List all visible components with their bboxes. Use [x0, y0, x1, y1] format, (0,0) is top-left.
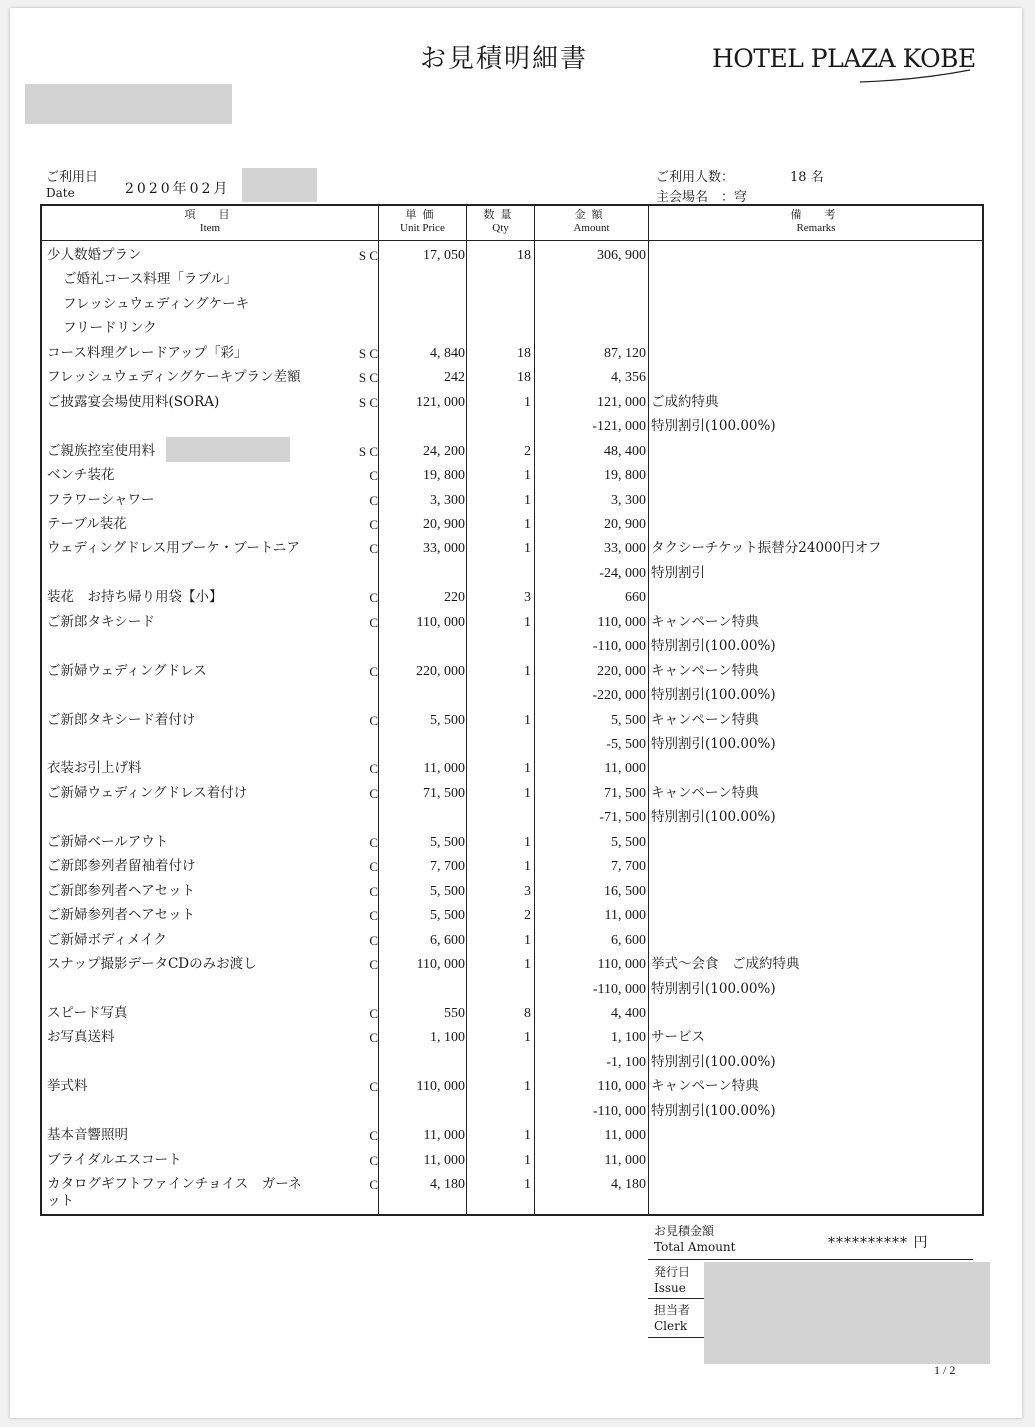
cell-price: 550 — [444, 1005, 465, 1021]
date-value: 2020年02月 — [125, 181, 231, 197]
cell-amount: 4, 180 — [611, 1177, 646, 1193]
cell-code: C — [369, 761, 378, 777]
cell-remark: キャンペーン特典 — [651, 784, 759, 801]
cell-price: 4, 840 — [430, 345, 465, 361]
cell-price: 5, 500 — [430, 883, 465, 899]
cell-item: 挙式料 — [47, 1078, 88, 1095]
cell-amount: 5, 500 — [611, 834, 646, 850]
cell-remark: 特別割引 — [651, 564, 705, 581]
cell-price: 5, 500 — [430, 908, 465, 924]
column-divider — [648, 204, 649, 1216]
cell-qty: 1 — [524, 663, 531, 679]
cell-item: ご新郎タキシード着付け — [47, 711, 196, 728]
guests-label: ご利用人数： — [656, 170, 735, 185]
document-title: お見積明細書 — [420, 44, 589, 74]
cell-price: 110, 000 — [416, 1079, 465, 1095]
cell-price: 7, 700 — [430, 859, 465, 875]
cell-qty: 1 — [524, 492, 531, 508]
cell-qty: 1 — [524, 859, 531, 875]
cell-amount: 660 — [625, 590, 646, 606]
cell-qty: 1 — [524, 1030, 531, 1046]
total-amount-label: お見積金額 Total Amount — [654, 1224, 736, 1254]
cell-item: スナップ撮影データCDのみお渡し — [47, 956, 257, 973]
cell-price: 1, 100 — [430, 1030, 465, 1046]
cell-amount: -24, 000 — [599, 565, 646, 581]
cell-amount: 5, 500 — [611, 712, 646, 728]
date-label-en: Date — [46, 186, 75, 200]
cell-item: テーブル装花 — [47, 515, 127, 532]
redacted-date-day — [242, 168, 317, 202]
cell-qty: 1 — [524, 761, 531, 777]
cell-code: S C — [358, 370, 378, 386]
cell-item: お写真送料 — [47, 1029, 115, 1046]
logo-swoosh-icon — [858, 66, 973, 86]
cell-qty: 18 — [517, 345, 531, 361]
total-underline — [648, 1259, 973, 1260]
redacted-room-name — [166, 437, 290, 462]
cell-price: 11, 000 — [423, 761, 465, 777]
cell-remark: 挙式～会食 ご成約特典 — [651, 956, 800, 973]
cell-code: C — [369, 834, 378, 850]
cell-amount: 110, 000 — [597, 1079, 646, 1095]
cell-price: 4, 180 — [430, 1177, 465, 1193]
cell-remark: キャンペーン特典 — [651, 711, 759, 728]
header-amount: 金額 Amount — [573, 208, 610, 234]
cell-code: C — [369, 932, 378, 948]
cell-remark: 特別割引(100.00%) — [651, 687, 776, 704]
cell-code: C — [369, 1128, 378, 1144]
header-item: 項 目 Item — [184, 208, 236, 234]
cell-code: C — [369, 908, 378, 924]
cell-code: C — [369, 712, 378, 728]
cell-code: C — [369, 590, 378, 606]
cell-qty: 1 — [524, 516, 531, 532]
header-divider — [40, 240, 984, 241]
cell-amount: -71, 500 — [599, 810, 646, 826]
cell-item: ット — [47, 1193, 74, 1210]
page-number: 1 / 2 — [934, 1363, 956, 1377]
cell-price: 20, 900 — [423, 516, 465, 532]
cell-amount: 110, 000 — [597, 614, 646, 630]
cell-remark: キャンペーン特典 — [651, 1078, 759, 1095]
cell-remark: ご成約特典 — [651, 393, 719, 410]
cell-code: C — [369, 468, 378, 484]
cell-code: C — [369, 1177, 378, 1193]
cell-amount: 11, 000 — [604, 761, 646, 777]
cell-remark: 特別割引(100.00%) — [651, 1053, 776, 1070]
cell-amount: -220, 000 — [592, 688, 646, 704]
cell-amount: 11, 000 — [604, 908, 646, 924]
cell-code: S C — [358, 345, 378, 361]
header-unit-price: 単価 Unit Price — [400, 208, 445, 234]
cell-amount: 220, 000 — [597, 663, 646, 679]
cell-item: ご新郎タキシード — [47, 613, 155, 630]
cell-item: ブライダルエスコート — [47, 1151, 182, 1168]
cell-qty: 1 — [524, 957, 531, 973]
cell-remark: キャンペーン特典 — [651, 662, 759, 679]
cell-amount: 7, 700 — [611, 859, 646, 875]
cell-item: ご新婦ウェディングドレス — [47, 662, 207, 679]
cell-remark: タクシーチケット振替分24000円オフ — [651, 540, 882, 557]
cell-remark: 特別割引(100.00%) — [651, 980, 776, 997]
cell-remark: 特別割引(100.00%) — [651, 736, 776, 752]
cell-item: 装花 お持ち帰り用袋【小】 — [47, 589, 223, 606]
cell-item: フラワーシャワー — [47, 491, 155, 508]
cell-price: 5, 500 — [430, 834, 465, 850]
cell-price: 17, 050 — [423, 248, 465, 263]
cell-code: C — [369, 1005, 378, 1021]
cell-amount: 121, 000 — [597, 394, 646, 410]
redacted-issue-clerk — [704, 1262, 990, 1364]
cell-qty: 2 — [524, 443, 531, 459]
cell-code: C — [369, 1079, 378, 1095]
cell-amount: 20, 900 — [604, 516, 646, 532]
cell-qty: 1 — [524, 785, 531, 801]
redacted-block — [25, 84, 232, 124]
cell-amount: 1, 100 — [611, 1030, 646, 1046]
cell-code: C — [369, 1152, 378, 1168]
cell-qty: 3 — [524, 590, 531, 606]
cell-remark: キャンペーン特典 — [651, 613, 759, 630]
cell-amount: -110, 000 — [592, 1103, 646, 1119]
cell-price: 11, 000 — [423, 1152, 465, 1168]
issue-label: 発行日 Issue — [654, 1265, 691, 1295]
cell-item: ご親族控室使用料 — [47, 442, 155, 459]
cell-amount: 3, 300 — [611, 492, 646, 508]
cell-item: ご新婦ベールアウト — [47, 833, 169, 850]
header-remarks: 備 考 Remarks — [790, 208, 842, 234]
cell-qty: 1 — [524, 394, 531, 410]
column-divider — [466, 204, 467, 1216]
cell-qty: 8 — [524, 1005, 531, 1021]
cell-item: ご新婦参列者ヘアセット — [47, 907, 195, 924]
cell-qty: 1 — [524, 468, 531, 484]
cell-amount: -1, 100 — [606, 1054, 646, 1070]
column-divider — [378, 204, 379, 1216]
cell-code: C — [369, 614, 378, 630]
cell-qty: 1 — [524, 712, 531, 728]
cell-code: C — [369, 1030, 378, 1046]
cell-price: 11, 000 — [423, 1128, 465, 1144]
cell-item: スピード写真 — [47, 1004, 128, 1021]
cell-price: 33, 000 — [423, 541, 465, 557]
cell-qty: 1 — [524, 541, 531, 557]
cell-price: 71, 500 — [423, 785, 465, 801]
cell-amount: -110, 000 — [592, 639, 646, 655]
cell-amount: 4, 400 — [611, 1005, 646, 1021]
cell-amount: -5, 500 — [606, 737, 646, 752]
cell-code: S C — [358, 248, 378, 263]
cell-amount: 6, 600 — [611, 932, 646, 948]
cell-item: ご新郎参列者ヘアセット — [47, 882, 195, 899]
cell-code: C — [369, 516, 378, 532]
cell-qty: 3 — [524, 883, 531, 899]
cell-qty: 1 — [524, 1152, 531, 1168]
cell-price: 24, 200 — [423, 443, 465, 459]
cell-qty: 1 — [524, 1177, 531, 1193]
cell-amount: 11, 000 — [604, 1152, 646, 1168]
cell-item: フレッシュウェディングケーキプラン差額 — [47, 369, 301, 386]
header-qty: 数量 Qty — [483, 208, 518, 234]
cell-amount: 19, 800 — [604, 468, 646, 484]
guests-value: 18 名 — [790, 170, 824, 185]
cell-remark: 特別割引(100.00%) — [651, 809, 776, 826]
cell-item: ご新婦ボディメイク — [47, 931, 167, 948]
cell-item: ご婚礼コース料理「ラブル」 — [63, 271, 238, 288]
cell-item: ご披露宴会場使用料(SORA) — [47, 393, 220, 410]
date-label-ja: ご利用日 — [46, 170, 99, 185]
cell-item: 少人数婚プラン — [47, 247, 142, 263]
cell-amount: 110, 000 — [597, 957, 646, 973]
cell-price: 220 — [444, 590, 465, 606]
cell-item: 衣装お引上げ料 — [47, 760, 142, 777]
cell-code: C — [369, 859, 378, 875]
clerk-underline — [648, 1337, 708, 1338]
cell-price: 242 — [444, 370, 465, 386]
cell-qty: 1 — [524, 1128, 531, 1144]
cell-remark: 特別割引(100.00%) — [651, 418, 776, 435]
cell-amount: 4, 356 — [611, 370, 646, 386]
cell-amount: 306, 900 — [597, 248, 646, 263]
cell-qty: 1 — [524, 1079, 531, 1095]
cell-amount: 87, 120 — [604, 345, 646, 361]
cell-qty: 1 — [524, 834, 531, 850]
cell-price: 220, 000 — [416, 663, 465, 679]
cell-remark: 特別割引(100.00%) — [651, 1102, 776, 1119]
cell-amount: 11, 000 — [604, 1128, 646, 1144]
cell-price: 19, 800 — [423, 468, 465, 484]
cell-item: フレッシュウェディングケーキ — [63, 295, 250, 312]
cell-amount: -121, 000 — [592, 419, 646, 435]
cell-item: ベンチ装花 — [47, 467, 115, 484]
cell-code: C — [369, 492, 378, 508]
cell-item: カタログギフトファインチョイス ガーネ — [47, 1176, 302, 1193]
hotel-logo: HOTEL PLAZA KOBE — [712, 44, 976, 73]
cell-amount: 16, 500 — [604, 883, 646, 899]
cell-item: ウェディングドレス用ブーケ・ブートニア — [47, 540, 300, 557]
cell-price: 110, 000 — [416, 957, 465, 973]
cell-code: S C — [358, 394, 378, 410]
cell-qty: 2 — [524, 908, 531, 924]
cell-code: C — [369, 883, 378, 899]
clerk-label: 担当者 Clerk — [654, 1303, 691, 1333]
cell-price: 6, 600 — [430, 932, 465, 948]
cell-price: 5, 500 — [430, 712, 465, 728]
cell-price: 121, 000 — [416, 394, 465, 410]
cell-remark: サービス — [651, 1029, 705, 1046]
cell-code: C — [369, 785, 378, 801]
cell-amount: 71, 500 — [604, 785, 646, 801]
cell-item: ご新婦ウェディングドレス着付け — [47, 784, 248, 801]
cell-item: 基本音響照明 — [47, 1127, 128, 1144]
cell-qty: 18 — [517, 370, 531, 386]
cell-item: フリードリンク — [63, 320, 157, 337]
cell-code: S C — [358, 443, 378, 459]
cell-qty: 1 — [524, 614, 531, 630]
cell-code: C — [369, 957, 378, 973]
cell-price: 110, 000 — [416, 614, 465, 630]
cell-item: ご新郎参列者留袖着付け — [47, 858, 196, 875]
cell-qty: 1 — [524, 932, 531, 948]
cell-amount: 33, 000 — [604, 541, 646, 557]
venue-label: 主会場名 ：穹 — [656, 190, 748, 205]
issue-underline — [648, 1298, 708, 1299]
cell-qty: 18 — [517, 248, 531, 263]
cell-amount: 48, 400 — [604, 443, 646, 459]
total-amount-value: ********** 円 — [828, 1235, 929, 1251]
cell-code: C — [369, 663, 378, 679]
cell-amount: -110, 000 — [592, 981, 646, 997]
cell-item: コース料理グレードアップ「彩」 — [47, 344, 248, 361]
cell-remark: 特別割引(100.00%) — [651, 638, 776, 655]
cell-code: C — [369, 541, 378, 557]
column-divider — [534, 204, 535, 1216]
cell-price: 3, 300 — [430, 492, 465, 508]
